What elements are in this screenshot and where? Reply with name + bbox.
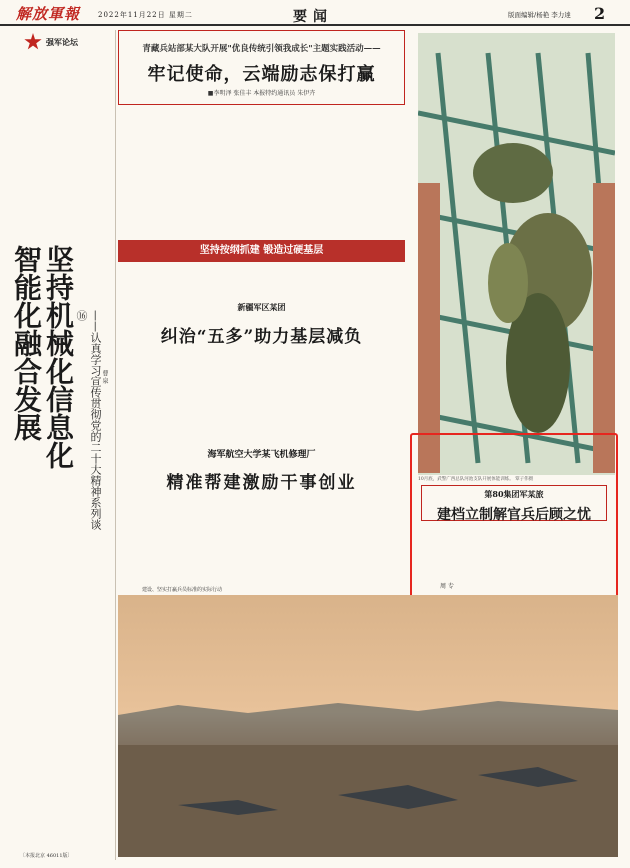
commentary-subtitle: ——认真学习宣传贯彻党的二十大精神系列谈⑯	[75, 310, 102, 530]
story1-byline: ■李明泽 张佳丰 本报特约通讯员 朱伊卉	[207, 90, 316, 97]
training-photo-drawing	[418, 33, 615, 475]
commentary-body-bottom	[14, 540, 112, 850]
story3-body-col3	[310, 495, 405, 580]
story4-title: 建档立制解官兵后顾之忧	[437, 507, 591, 523]
story1-body-col3	[310, 110, 405, 235]
story1-title: 牢记使命，云端励志保打赢	[147, 64, 376, 85]
story3-footnote: 建设、坚实打赢兵员标准的实际行动	[142, 587, 223, 593]
story1-subtitle: 青藏兵站部某大队开展"优良传统引领我成长"主题实践活动——	[142, 44, 381, 54]
story3-subtitle: 海军航空大学某飞机修理厂	[207, 450, 316, 460]
story3-body-col2	[215, 495, 305, 580]
story2-body-col3	[310, 352, 405, 437]
story2-body-col1	[120, 352, 210, 437]
story2-body-col2	[215, 352, 305, 437]
footer-credit: 〔本报北京 46011版〕	[20, 853, 73, 859]
photo-caption: 10月底，武警广西总队河池支队开展体能训练。 覃子伟摄	[418, 477, 534, 482]
story2-subtitle: 新疆军区某团	[237, 302, 286, 312]
story3-title: 精准帮建激励干事创业	[166, 473, 357, 493]
section-banner: 坚持按纲抓建 锻造过硬基层	[118, 240, 405, 262]
masthead: 解放軍報	[16, 5, 81, 23]
story1-body-col1	[120, 110, 210, 235]
column-divider	[115, 30, 116, 860]
commentary-byline: 曹 泉	[101, 370, 108, 384]
page-number: 2	[594, 4, 606, 23]
commentary-tag-label: 强军论坛	[46, 37, 78, 47]
story4-subtitle: 第80集团军某旅	[484, 489, 544, 499]
soldier-training-photo	[418, 33, 615, 475]
story2-title: 纠治“五多”助力基层减负	[160, 327, 363, 347]
commentary-tag	[20, 33, 110, 53]
story3-body-col1	[120, 495, 210, 580]
editor-credit: 版面编辑/杨艳 李力達	[508, 11, 571, 19]
commentary-title: 坚持机械化信息化智能化融合发展	[10, 245, 75, 469]
story1-body-col2	[215, 110, 305, 235]
star-icon	[24, 33, 42, 51]
story3-credit: 周 专	[440, 583, 454, 590]
section-title: 要闻	[293, 9, 333, 25]
fighter-jets-photo	[118, 595, 618, 857]
issue-date: 2022年11月22日 星期二	[98, 11, 193, 19]
jets-photo-drawing	[118, 595, 618, 857]
commentary-body-top	[14, 56, 112, 241]
